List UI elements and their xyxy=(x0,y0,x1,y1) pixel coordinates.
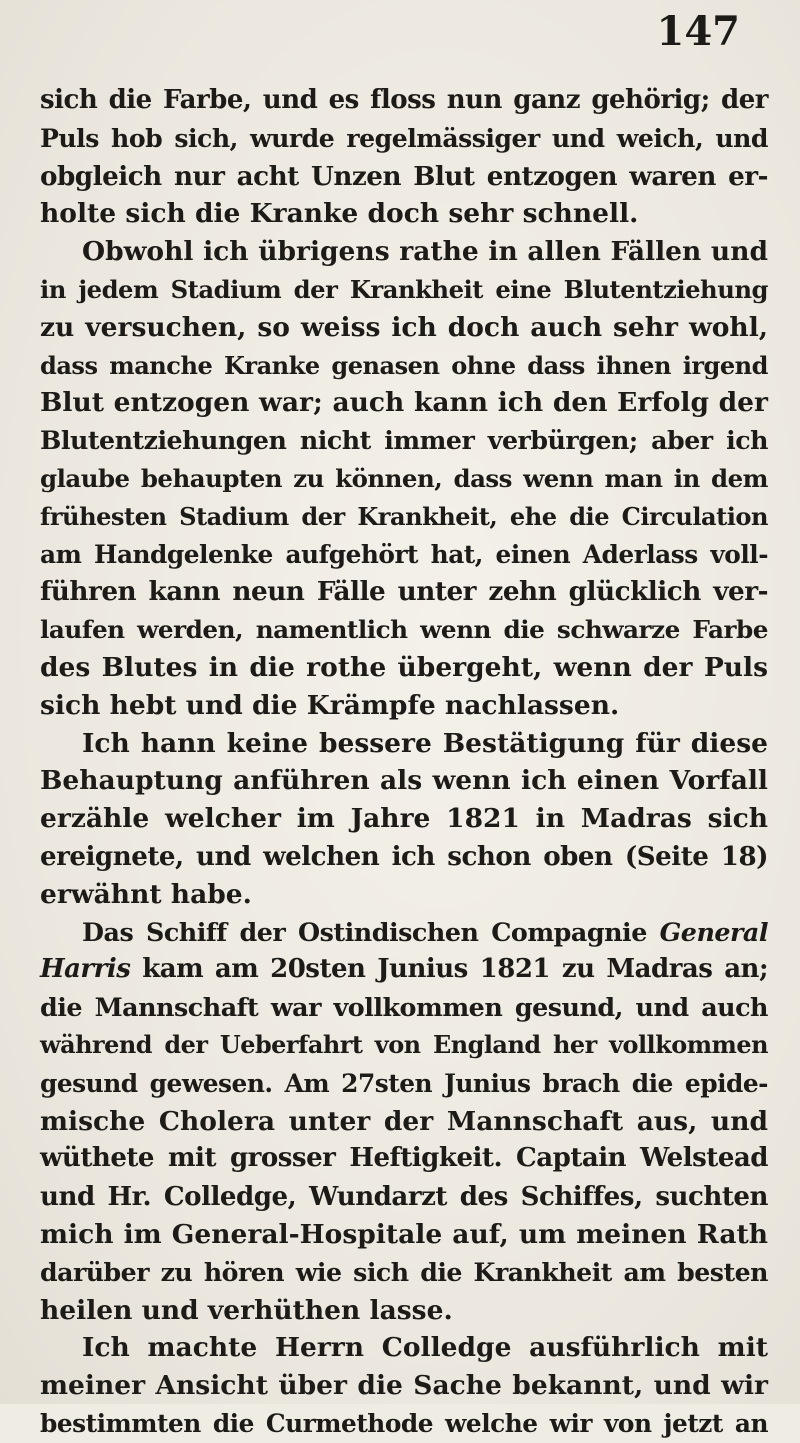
text-line: laufen werden, namentlich wenn die schwarze Farbe xyxy=(40,615,768,645)
text-line: sich hebt und die Krämpfe nachlassen. xyxy=(40,689,620,721)
text-line: wüthete mit grosser Heftigkeit. Captain Welstead xyxy=(40,1143,768,1174)
text-line: die Mannschaft war vollkommen gesund, und auch xyxy=(40,992,768,1023)
text-line: bestimmten die Curmethode welche wir von jetzt an xyxy=(40,1408,768,1438)
text-line: Puls hob sich, wurde regelmässiger und weich, und xyxy=(40,122,768,153)
text-line: Behauptung anführen als wenn ich einen Vorfall xyxy=(40,765,768,797)
text-line: gesund gewesen. Am 27sten Junius brach die epide- xyxy=(40,1068,768,1098)
text-line: führen kann neun Fälle unter zehn glücklich ver- xyxy=(40,576,768,608)
text-line: darüber zu hören wie sich die Krankheit am besten xyxy=(40,1256,768,1287)
text-line: Obwohl ich übrigens rathe in allen Fällen und xyxy=(82,236,768,268)
text-line: erzähle welcher im Jahre 1821 in Madras sich xyxy=(40,803,768,835)
text-line: am Handgelenke aufgehört hat, einen Aderlass voll- xyxy=(40,539,768,569)
paragraph-4 xyxy=(40,914,768,1330)
paragraph-5 xyxy=(40,1329,768,1442)
text-line: frühesten Stadium der Krankheit, ehe die Circulation xyxy=(40,501,768,531)
text-line: Ich machte Herrn Colledge ausführlich mit xyxy=(82,1332,768,1364)
text-line: und Hr. Colledge, Wundarzt des Schiffes, suchten xyxy=(40,1181,768,1213)
text-line: sich die Farbe, und es floss nun ganz gehörig; der xyxy=(40,85,768,115)
text-line: obgleich nur acht Unzen Blut entzogen waren er- xyxy=(40,160,768,192)
paragraph-2 xyxy=(40,233,768,724)
text-line: zu versuchen, so weiss ich doch auch sehr wohl, xyxy=(40,311,768,343)
text-line: Blutentziehungen nicht immer verbürgen; aber ich xyxy=(40,425,768,456)
paragraph-1 xyxy=(40,82,768,233)
text-line: erwähnt habe. xyxy=(40,878,252,910)
text-line: holte sich die Kranke doch sehr schnell. xyxy=(40,198,639,230)
body-text xyxy=(40,82,768,1443)
ship-name: General xyxy=(659,916,768,947)
text-line: Das Schiff der Ostindischen Compagnie General xyxy=(82,916,768,947)
text-line: ereignete, und welchen ich schon oben (Seite 18) xyxy=(40,840,768,872)
text-line: Ich hann keine bessere Bestätigung für diese xyxy=(82,727,768,759)
text-line: meiner Ansicht über die Sache bekannt, und wir xyxy=(40,1370,768,1402)
text-line: glaube behaupten zu können, dass wenn man in dem xyxy=(40,463,768,493)
text-line: Harris kam am 20sten Junius 1821 zu Madras an; xyxy=(40,954,769,985)
text-line: in jedem Stadium der Krankheit eine Blutentziehung xyxy=(40,274,768,304)
page-number: 147 xyxy=(656,8,740,55)
text-line: heilen und verhüthen lasse. xyxy=(40,1294,453,1326)
text-line: mich im General-Hospitale auf, um meinen Rath xyxy=(40,1218,768,1250)
paragraph-3 xyxy=(40,725,768,914)
text-line: während der Ueberfahrt von England her vollkommen xyxy=(40,1030,768,1059)
ship-name: Harris xyxy=(40,954,131,985)
text-line: dass manche Kranke genasen ohne dass ihnen irgend xyxy=(40,350,768,380)
text-line: Blut entzogen war; auch kann ich den Erfolg der xyxy=(40,387,768,419)
text-line: mische Cholera unter der Mannschaft aus, und xyxy=(40,1105,768,1137)
text-line: des Blutes in die rothe übergeht, wenn der Puls xyxy=(40,651,768,683)
